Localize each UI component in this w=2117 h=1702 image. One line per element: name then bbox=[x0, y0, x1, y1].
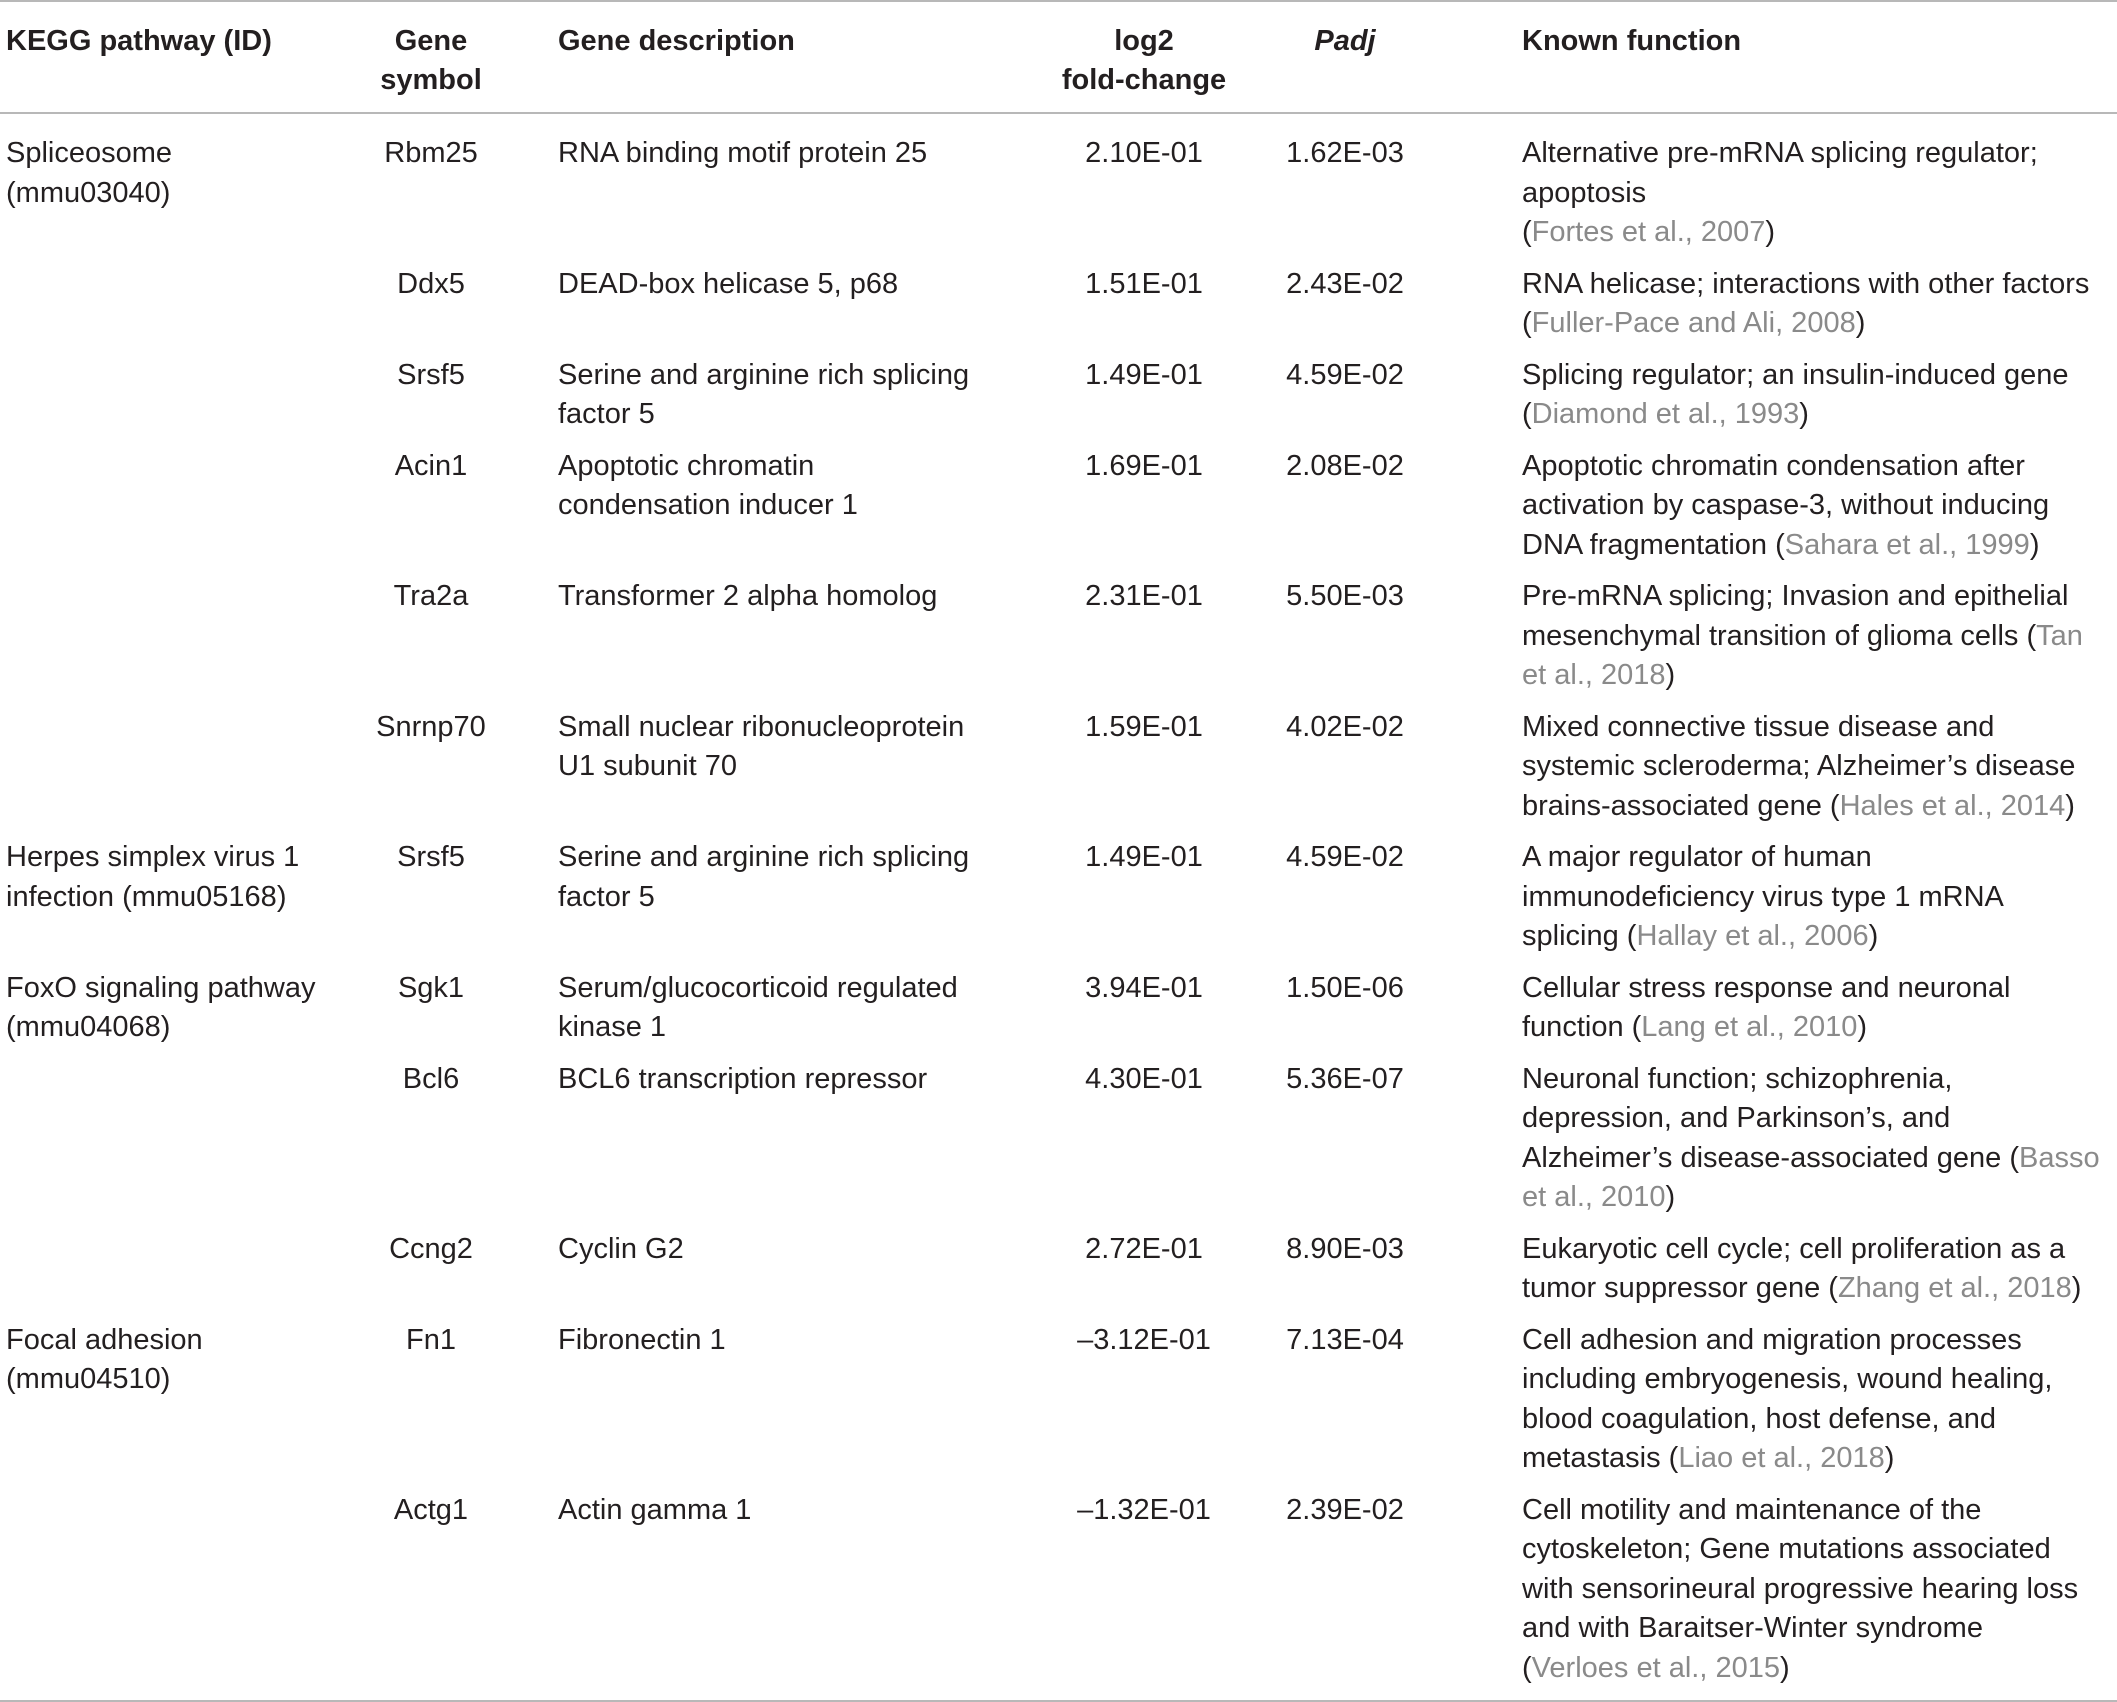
table-row bbox=[0, 838, 2117, 969]
padj-value: 1.50E-06 bbox=[1286, 971, 1404, 1004]
pathway-name: FoxO signaling pathway bbox=[6, 971, 316, 1004]
cell-description bbox=[496, 1491, 1038, 1702]
fold-change-value: 3.94E-01 bbox=[1085, 971, 1203, 1004]
gene-symbol: Bcl6 bbox=[402, 1062, 460, 1095]
function-text: Mixed connective tissue disease and systemic scleroderma; Alzheimer’s disease brains-associated gene bbox=[1522, 710, 2076, 822]
cell-fold-change bbox=[1038, 1230, 1250, 1321]
padj-value: 2.43E-02 bbox=[1286, 267, 1404, 300]
header-pathway: KEGG pathway (ID) bbox=[6, 25, 272, 57]
cell-symbol bbox=[366, 577, 496, 708]
cell-description bbox=[496, 447, 1038, 578]
table-row bbox=[0, 1230, 2117, 1321]
citation-link[interactable]: Sahara et al., 1999 bbox=[1784, 528, 2030, 561]
gene-symbol: Sgk1 bbox=[397, 971, 465, 1004]
cell-pathway bbox=[0, 265, 366, 356]
cell-pathway bbox=[0, 708, 366, 839]
cell-pathway bbox=[0, 1491, 366, 1702]
padj-value: 2.39E-02 bbox=[1286, 1493, 1404, 1526]
function-text: Neuronal function; schizophrenia, depression, and Parkinson’s, and Alzheimer’s disease-associated gene bbox=[1522, 1062, 2002, 1174]
cell-description bbox=[496, 577, 1038, 708]
header-symbol: Gene symbol bbox=[380, 25, 482, 96]
fold-change-value: 1.51E-01 bbox=[1085, 267, 1203, 300]
cell-padj bbox=[1250, 265, 1440, 356]
gene-symbol: Srsf5 bbox=[397, 358, 465, 391]
cell-fold-change bbox=[1038, 1060, 1250, 1230]
fold-change-value: 1.49E-01 bbox=[1085, 358, 1203, 391]
cell-pathway bbox=[0, 577, 366, 708]
cell-padj bbox=[1250, 838, 1440, 969]
citation-link[interactable]: Lang et al., 2010 bbox=[1641, 1011, 1858, 1043]
pathway-name: Spliceosome bbox=[6, 137, 173, 169]
table-row bbox=[0, 356, 2117, 447]
cell-pathway bbox=[0, 969, 366, 1060]
function-text: Apoptotic chromatin condensation after activation by caspase-3, without inducing DNA fragmentation bbox=[1522, 449, 2050, 561]
cell-pathway bbox=[0, 447, 366, 578]
gene-symbol: Ddx5 bbox=[397, 267, 465, 300]
cell-pathway bbox=[0, 113, 366, 265]
pathway-name: Herpes simplex virus 1 bbox=[6, 841, 300, 873]
padj-value: 4.59E-02 bbox=[1286, 841, 1404, 873]
pathway-id: (mmu03040) bbox=[6, 176, 171, 209]
fold-change-value: 2.31E-01 bbox=[1085, 580, 1203, 612]
table-row bbox=[0, 113, 2117, 265]
gene-symbol: Tra2a bbox=[393, 580, 469, 612]
table-row bbox=[0, 447, 2117, 578]
cell-symbol bbox=[366, 838, 496, 969]
cell-symbol bbox=[366, 113, 496, 265]
cell-description bbox=[496, 265, 1038, 356]
table-body bbox=[0, 113, 2117, 1701]
cell-pathway bbox=[0, 1230, 366, 1321]
cell-function: Splicing regulator; an insulin-induced gene (Diamond et al., 1993) bbox=[1522, 358, 2069, 430]
cell-symbol bbox=[366, 969, 496, 1060]
citation-link[interactable]: Tan et al., 2018 bbox=[1522, 619, 2083, 691]
padj-value: 7.13E-04 bbox=[1286, 1323, 1404, 1356]
cell-padj bbox=[1250, 577, 1440, 708]
cell-description bbox=[496, 969, 1038, 1060]
cell-symbol bbox=[366, 356, 496, 447]
gene-symbol: Actg1 bbox=[393, 1493, 469, 1526]
citation-link[interactable]: Basso et al., 2010 bbox=[1522, 1141, 2100, 1213]
table-row bbox=[0, 708, 2117, 839]
gene-description: Small nuclear ribonucleoprotein bbox=[558, 710, 965, 743]
header-padj: Padj bbox=[1314, 25, 1376, 57]
table-row bbox=[0, 1321, 2117, 1491]
gene-description-cont: factor 5 bbox=[558, 398, 655, 430]
cell-function: A major regulator of human immunodeficiency virus type 1 mRNA splicing (Hallay et al., 2006) bbox=[1522, 841, 2003, 952]
cell-fold-change bbox=[1038, 577, 1250, 708]
table-row bbox=[0, 1060, 2117, 1230]
pathway-id: (mmu04510) bbox=[6, 1363, 171, 1395]
cell-function: Neuronal function; schizophrenia, depression, and Parkinson’s, and Alzheimer’s disease-associated gene (Basso et al., 2010) bbox=[1522, 1062, 2100, 1213]
fold-change-value: 4.30E-01 bbox=[1085, 1062, 1203, 1095]
cell-function: Apoptotic chromatin condensation after activation by caspase-3, without inducing DNA fragmentation (Sahara et al., 1999) bbox=[1522, 449, 2050, 561]
table-row bbox=[0, 265, 2117, 356]
citation-link[interactable]: Hallay et al., 2006 bbox=[1636, 920, 1869, 952]
gene-symbol: Rbm25 bbox=[384, 137, 478, 169]
cell-function: RNA helicase; interactions with other factors (Fuller-Pace and Ali, 2008) bbox=[1522, 267, 2090, 339]
gene-description: Transformer 2 alpha homolog bbox=[558, 580, 938, 612]
cell-symbol bbox=[366, 1321, 496, 1491]
citation-link[interactable]: Fuller-Pace and Ali, 2008 bbox=[1531, 307, 1856, 339]
cell-padj bbox=[1250, 1060, 1440, 1230]
cell-function: Pre-mRNA splicing; Invasion and epithelial mesenchymal transition of glioma cells (Tan et al., 2018) bbox=[1522, 580, 2083, 691]
cell-fold-change bbox=[1038, 447, 1250, 578]
fold-change-value: 1.69E-01 bbox=[1085, 449, 1203, 482]
gene-description: Serum/glucocorticoid regulated bbox=[558, 971, 958, 1004]
cell-fold-change bbox=[1038, 113, 1250, 265]
gene-description: RNA binding motif protein 25 bbox=[558, 137, 928, 169]
table-row bbox=[0, 577, 2117, 708]
fold-change-value: –1.32E-01 bbox=[1077, 1493, 1211, 1526]
gene-description: Fibronectin 1 bbox=[558, 1323, 726, 1356]
cell-fold-change bbox=[1038, 708, 1250, 839]
padj-value: 4.59E-02 bbox=[1286, 358, 1404, 391]
gene-description: Cyclin G2 bbox=[558, 1232, 684, 1265]
citation-link[interactable]: Hales et al., 2014 bbox=[1839, 789, 2066, 822]
cell-symbol bbox=[366, 1230, 496, 1321]
cell-pathway bbox=[0, 1321, 366, 1491]
cell-function: Alternative pre-mRNA splicing regulator; apoptosis (Fortes et al., 2007) bbox=[1522, 137, 2038, 248]
cell-description bbox=[496, 1321, 1038, 1491]
cell-pathway bbox=[0, 1060, 366, 1230]
cell-fold-change bbox=[1038, 265, 1250, 356]
function-text: Splicing regulator; an insulin-induced gene bbox=[1522, 358, 2069, 391]
cell-fold-change bbox=[1038, 1491, 1250, 1702]
gene-symbol: Srsf5 bbox=[397, 841, 465, 873]
cell-function: Mixed connective tissue disease and systemic scleroderma; Alzheimer’s disease brains-associated gene (Hales et al., 2014) bbox=[1522, 710, 2076, 822]
cell-symbol bbox=[366, 265, 496, 356]
padj-value: 2.08E-02 bbox=[1286, 449, 1404, 482]
cell-description bbox=[496, 1230, 1038, 1321]
citation-link[interactable]: Verloes et al., 2015 bbox=[1531, 1651, 1780, 1684]
citation-link[interactable]: Liao et al., 2018 bbox=[1678, 1442, 1885, 1474]
cell-padj bbox=[1250, 1321, 1440, 1491]
cell-padj bbox=[1250, 113, 1440, 265]
header-description: Gene description bbox=[558, 25, 795, 57]
cell-description bbox=[496, 838, 1038, 969]
cell-pathway bbox=[0, 838, 366, 969]
cell-padj bbox=[1250, 1230, 1440, 1321]
gene-symbol: Fn1 bbox=[406, 1323, 456, 1356]
fold-change-value: 1.59E-01 bbox=[1085, 710, 1203, 743]
padj-value: 4.02E-02 bbox=[1286, 710, 1404, 743]
cell-fold-change bbox=[1038, 838, 1250, 969]
padj-value: 1.62E-03 bbox=[1286, 137, 1404, 169]
gene-description-cont: kinase 1 bbox=[558, 1011, 667, 1043]
cell-description bbox=[496, 708, 1038, 839]
cell-padj bbox=[1250, 969, 1440, 1060]
header-function: Known function bbox=[1522, 25, 1742, 57]
cell-symbol bbox=[366, 1491, 496, 1702]
padj-value: 8.90E-03 bbox=[1286, 1232, 1404, 1265]
header-row bbox=[0, 1, 2117, 113]
function-text: Cellular stress response and neuronal function bbox=[1522, 971, 2011, 1043]
cell-padj bbox=[1250, 447, 1440, 578]
pathway-id: infection (mmu05168) bbox=[6, 880, 287, 913]
function-text: Alternative pre-mRNA splicing regulator; apoptosis bbox=[1522, 137, 2038, 209]
table-row bbox=[0, 969, 2117, 1060]
cell-padj bbox=[1250, 356, 1440, 447]
gene-description-cont: condensation inducer 1 bbox=[558, 489, 858, 521]
cell-pathway bbox=[0, 356, 366, 447]
gene-description: Apoptotic chromatin bbox=[558, 449, 815, 482]
gene-description: BCL6 transcription repressor bbox=[558, 1062, 928, 1095]
function-text: Pre-mRNA splicing; Invasion and epithelial mesenchymal transition of glioma cells bbox=[1522, 580, 2069, 652]
cell-function: Cell motility and maintenance of the cytoskeleton; Gene mutations associated with sensorineural progressive hearing loss and with Baraitser-Winter syndrome (Verloes et al., 2015) bbox=[1522, 1493, 2079, 1684]
gene-symbol: Ccng2 bbox=[389, 1232, 473, 1265]
gene-description: Actin gamma 1 bbox=[558, 1493, 752, 1526]
cell-padj bbox=[1250, 708, 1440, 839]
cell-function: Eukaryotic cell cycle; cell proliferation as a tumor suppressor gene (Zhang et al., 2018) bbox=[1522, 1232, 2082, 1304]
gene-description: Serine and arginine rich splicing bbox=[558, 841, 970, 873]
cell-padj bbox=[1250, 1491, 1440, 1702]
function-text: A major regulator of human immunodeficiency virus type 1 mRNA splicing bbox=[1522, 841, 2003, 952]
pathway-id: (mmu04068) bbox=[6, 1011, 171, 1043]
gene-symbol: Acin1 bbox=[394, 449, 468, 482]
cell-description bbox=[496, 113, 1038, 265]
cell-symbol bbox=[366, 447, 496, 578]
gene-symbol: Snrnp70 bbox=[376, 710, 486, 743]
function-text: Cell motility and maintenance of the cytoskeleton; Gene mutations associated with sensorineural progressive hearing loss and with Baraitser-Winter syndrome bbox=[1522, 1493, 2079, 1644]
cell-function: Cell adhesion and migration processes including embryogenesis, wound healing, blood coagulation, host defense, and metastasis (Liao et al., 2018) bbox=[1522, 1323, 2053, 1474]
function-text: Eukaryotic cell cycle; cell proliferation as a tumor suppressor gene bbox=[1522, 1232, 2066, 1304]
gene-description: Serine and arginine rich splicing bbox=[558, 358, 970, 391]
cell-fold-change bbox=[1038, 969, 1250, 1060]
fold-change-value: 2.10E-01 bbox=[1085, 137, 1203, 169]
cell-description bbox=[496, 1060, 1038, 1230]
cell-symbol bbox=[366, 1060, 496, 1230]
citation-link[interactable]: Diamond et al., 1993 bbox=[1531, 398, 1800, 430]
fold-change-value: –3.12E-01 bbox=[1077, 1323, 1211, 1356]
gene-description: DEAD-box helicase 5, p68 bbox=[558, 267, 899, 300]
gene-description-cont: factor 5 bbox=[558, 880, 655, 913]
cell-fold-change bbox=[1038, 356, 1250, 447]
padj-value: 5.50E-03 bbox=[1286, 580, 1404, 612]
fold-change-value: 2.72E-01 bbox=[1085, 1232, 1203, 1265]
table-row bbox=[0, 1491, 2117, 1702]
citation-link[interactable]: Fortes et al., 2007 bbox=[1531, 216, 1766, 248]
gene-description-cont: U1 subunit 70 bbox=[558, 750, 737, 782]
padj-value: 5.36E-07 bbox=[1286, 1062, 1404, 1095]
citation-link[interactable]: Zhang et al., 2018 bbox=[1837, 1272, 2072, 1304]
fold-change-value: 1.49E-01 bbox=[1085, 841, 1203, 873]
cell-function: Cellular stress response and neuronal function (Lang et al., 2010) bbox=[1522, 971, 2011, 1043]
cell-symbol bbox=[366, 708, 496, 839]
header-fold-change: log2 fold-change bbox=[1061, 25, 1227, 96]
pathway-name: Focal adhesion bbox=[6, 1323, 203, 1356]
cell-description bbox=[496, 356, 1038, 447]
cell-fold-change bbox=[1038, 1321, 1250, 1491]
function-text: Cell adhesion and migration processes including embryogenesis, wound healing, blood coagulation, host defense, and metastasis bbox=[1522, 1323, 2053, 1474]
function-text: RNA helicase; interactions with other factors bbox=[1522, 267, 2090, 300]
